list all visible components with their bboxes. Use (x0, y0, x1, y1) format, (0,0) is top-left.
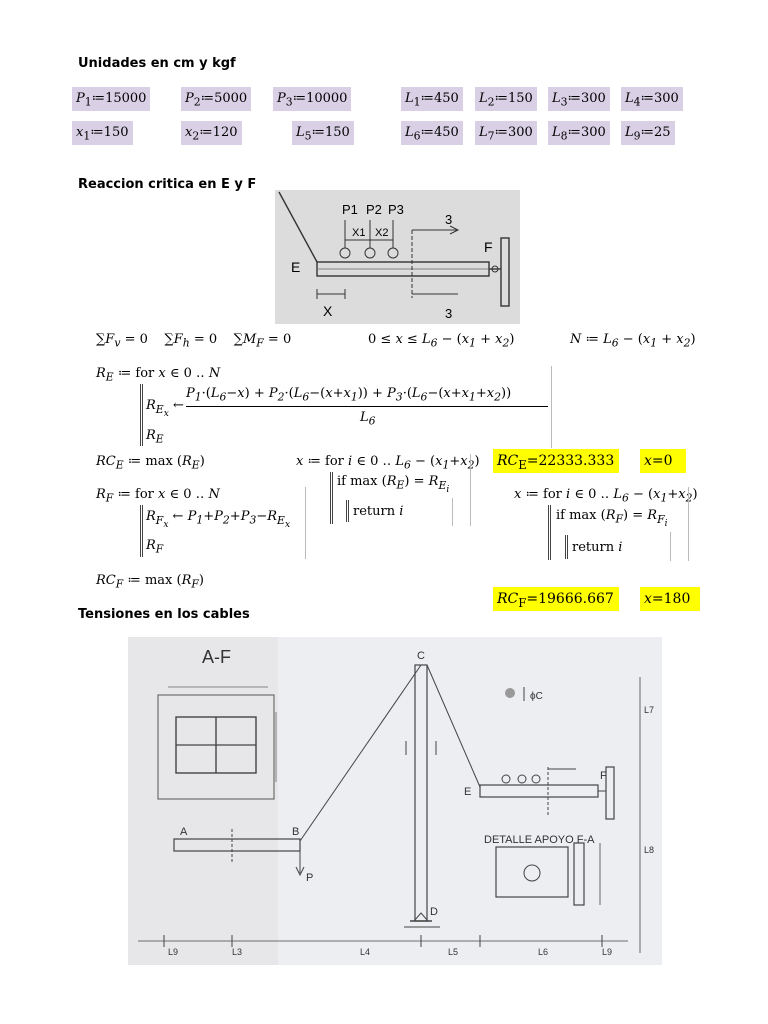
result-rcf-value: 19666.667 (538, 591, 614, 607)
re-denominator: $L_6$ (360, 410, 376, 428)
var-l9-value: 25 (653, 125, 671, 140)
fig2-label-p: P (306, 872, 314, 884)
eq-n: N ≔ $L_6 - (x_1 + x_2)$ (570, 332, 696, 350)
var-l3[interactable]: $L_3≔300$ (548, 87, 610, 111)
var-x1[interactable]: $x_1≔150$ (72, 121, 133, 145)
fig2-dim-l4: L4 (360, 947, 371, 957)
var-x1-value: 150 (103, 125, 129, 140)
xe-program-header: x ≔ for i ∈ 0 ‥ $L_6 - (x_1+x_2)$ (296, 454, 480, 472)
result-xf-value: 180 (663, 591, 691, 607)
xf-program-header: x ≔ for i ∈ 0 ‥ $L_6 - (x_1+x_2)$ (514, 487, 698, 505)
var-l6[interactable]: $L_6≔450$ (401, 121, 463, 145)
var-l4-value: 300 (653, 91, 679, 106)
fig2-label-phi-c: ϕC (530, 691, 543, 702)
result-xe: x=0 (640, 449, 686, 473)
var-l9[interactable]: $L_9≔25$ (621, 121, 675, 145)
fig2-label-detalle: DETALLE APOYO F-A (484, 834, 595, 846)
rce-def: $RC_E$ ≔ $\max (R_E)$ (96, 454, 205, 472)
fig2-dim-l6: L6 (538, 947, 549, 957)
var-p3[interactable]: $P_3≔10000$ (273, 87, 351, 111)
label-section-bottom: 3 (445, 306, 453, 321)
fig2-dim-l9-right: L9 (602, 947, 613, 957)
label-p1: P1 (342, 202, 358, 217)
label-section-top: 3 (445, 212, 453, 227)
fig2-dim-l7: L7 (644, 705, 655, 715)
result-rcf: $RC_F=19666.667$ (493, 587, 619, 611)
label-x1: X1 (352, 227, 366, 239)
result-xf: x=180 (640, 587, 700, 611)
var-l8-value: 300 (580, 125, 606, 140)
var-l4[interactable]: $L_4≔300$ (621, 87, 683, 111)
result-rce: $RC_E=22333.333$ (493, 449, 619, 473)
fig2-dim-l9-left: L9 (168, 947, 179, 957)
var-l2[interactable]: $L_2≔150$ (475, 87, 537, 111)
re-fraction-line (186, 406, 548, 407)
fig2-dim-l3: L3 (232, 947, 243, 957)
fig2-label-a: A (180, 826, 188, 838)
crane-structure-figure (128, 637, 662, 965)
beam-ef-figure (275, 190, 520, 324)
fig2-dim-l5: L5 (448, 947, 459, 957)
label-f: F (484, 239, 493, 255)
xf-return: return i (572, 540, 623, 555)
re-assign: $R_{E_x}$ ← (146, 398, 184, 419)
xf-program-bar (548, 505, 551, 560)
fig2-label-f: F (600, 770, 607, 782)
var-p1[interactable]: $P_1≔15000$ (72, 87, 150, 111)
xe-inner-end (452, 498, 453, 526)
xe-inner-bar (346, 500, 349, 522)
heading-units: Unidades en cm y kgf (78, 56, 236, 71)
fig2-label-e: E (464, 786, 472, 798)
re-numerator: $P_1\cdot(L_6-x) + P_2\cdot(L_6-(x+x_1)) + P_3\cdot(L_6-(x+x_1+x_2))$ (186, 386, 512, 404)
re-program-end (551, 366, 552, 448)
xf-program-end (688, 487, 689, 561)
xe-return: return i (353, 504, 404, 519)
eq-equilibrium: $\sum F_v = 0$ $\sum F_h = 0$ $\sum M_F = 0$ (96, 332, 292, 350)
rf-program-end (305, 487, 306, 559)
label-x: X (323, 303, 333, 319)
xf-inner-end (670, 532, 671, 561)
label-e: E (291, 259, 301, 275)
label-p3: P3 (388, 202, 404, 217)
var-l5[interactable]: $L_5≔150$ (292, 121, 354, 145)
xe-program-end (470, 454, 471, 526)
re-program-bar (140, 384, 143, 446)
xe-program-bar (330, 472, 333, 524)
var-l1-value: 450 (433, 91, 459, 106)
fig2-title: A-F (202, 647, 231, 667)
var-p2-value: 5000 (214, 91, 248, 106)
xf-inner-bar (565, 535, 568, 559)
rf-program-header: $R_F$ ≔ for x ∈ 0 ‥ N (96, 487, 220, 505)
var-p1-value: 15000 (105, 91, 147, 106)
label-p2: P2 (366, 202, 382, 217)
re-return: $R_E$ (146, 428, 164, 446)
rf-program-bar (140, 505, 143, 557)
rcf-def: $RC_F$ ≔ $\max (R_F)$ (96, 573, 204, 591)
rf-return: $R_F$ (146, 538, 164, 556)
var-l2-value: 150 (507, 91, 533, 106)
var-p3-value: 10000 (306, 91, 348, 106)
label-x2: X2 (375, 227, 389, 239)
result-xe-value: 0 (663, 453, 673, 469)
var-l6-value: 450 (433, 125, 459, 140)
fig2-dim-l8: L8 (644, 845, 655, 855)
var-l8[interactable]: $L_8≔300$ (548, 121, 610, 145)
var-l3-value: 300 (580, 91, 606, 106)
xf-if: if $\max (R_F) = R_{F_i}$ (556, 508, 668, 529)
var-l7[interactable]: $L_7≔300$ (475, 121, 537, 145)
var-l7-value: 300 (507, 125, 533, 140)
fig2-label-b: B (292, 826, 300, 838)
rf-assign: $R_{F_x}$ ← $P_1+P_2+P_3-R_{E_x}$ (146, 509, 291, 530)
var-p2[interactable]: $P_2≔5000$ (181, 87, 251, 111)
var-l1[interactable]: $L_1≔450$ (401, 87, 463, 111)
heading-critical: Reaccion critica en E y F (78, 177, 257, 192)
var-l5-value: 150 (324, 125, 350, 140)
eq-range: $0 \le x \le L_6 - (x_1 + x_2)$ (368, 332, 515, 350)
xe-if: if $\max (R_E) = R_{E_i}$ (337, 474, 450, 495)
fig2-label-d: D (430, 906, 438, 918)
fig2-label-c: C (417, 650, 425, 662)
re-program-header: $R_E$ ≔ for x ∈ 0 ‥ N (96, 366, 221, 384)
result-rce-value: 22333.333 (538, 453, 615, 469)
var-x2-value: 120 (212, 125, 238, 140)
heading-cables: Tensiones en los cables (78, 607, 250, 622)
var-x2[interactable]: $x_2≔120$ (181, 121, 242, 145)
